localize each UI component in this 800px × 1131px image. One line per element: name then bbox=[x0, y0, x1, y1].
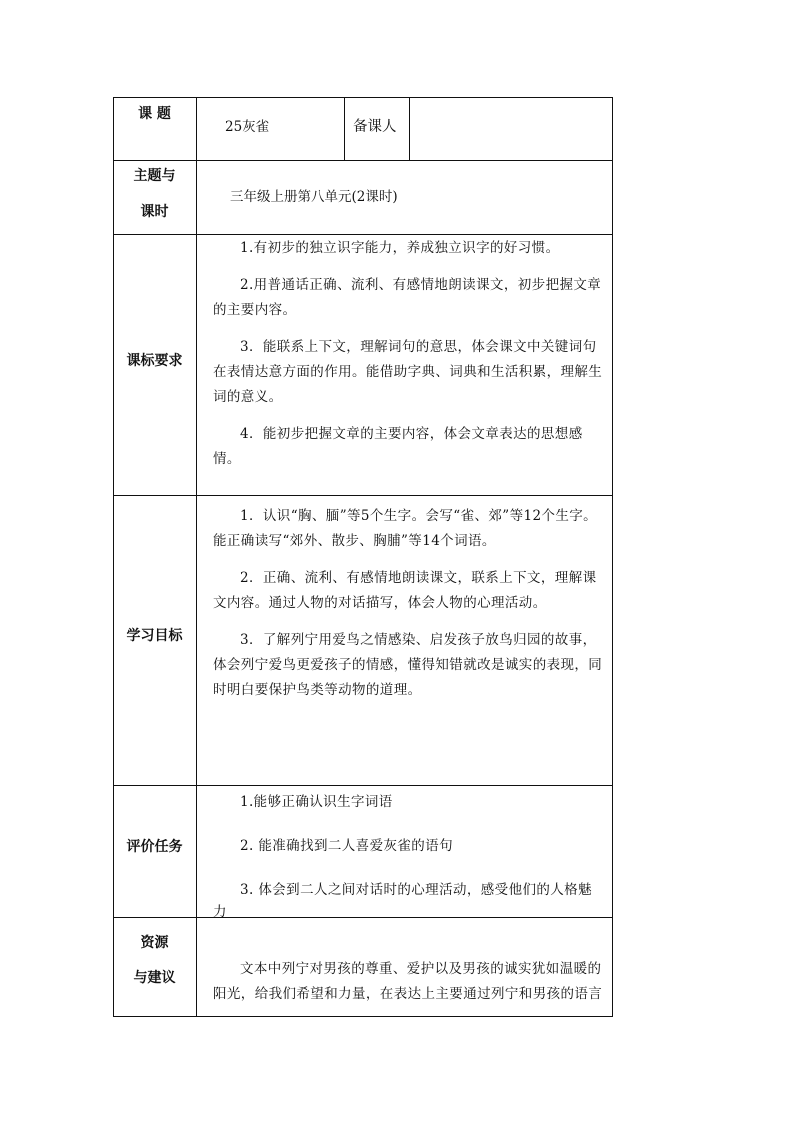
column-divider bbox=[344, 97, 345, 161]
standards-item: 4．能初步把握文章的主要内容，体会文章表达的思想感情。 bbox=[213, 426, 583, 467]
standards-content bbox=[213, 236, 605, 484]
row-divider bbox=[113, 234, 613, 235]
lesson-plan-table bbox=[113, 97, 613, 1017]
resources-content bbox=[213, 957, 605, 1007]
standards-item: 3．能联系上下文，理解词句的意思，体会课文中关键词句在表情达意方面的作用。能借助字典、词典和生活积累，理解生词的意义。 bbox=[213, 339, 603, 405]
objectives-content bbox=[213, 504, 605, 715]
objectives-item: 2．正确、流利、有感情地朗读课文，联系上下文，理解课文内容。通过人物的对话描写，体会人物的心理活动。 bbox=[213, 570, 597, 611]
evaluation-label: 评价任务 bbox=[126, 839, 183, 855]
evaluation-item: 1.能够正确认识生字词语 bbox=[240, 794, 393, 810]
preparer-label: 备课人 bbox=[353, 119, 397, 135]
row-divider bbox=[113, 785, 613, 786]
standards-item: 1.有初步的独立识字能力，养成独立识字的好习惯。 bbox=[240, 240, 560, 256]
column-divider bbox=[196, 97, 197, 1017]
resources-label-line1: 资源 bbox=[140, 935, 169, 951]
theme-value: 三年级上册第八单元(2课时) bbox=[230, 189, 398, 205]
row-divider bbox=[113, 495, 613, 496]
resources-label-line2: 与建议 bbox=[133, 970, 176, 986]
resources-text: 文本中列宁对男孩的尊重、爱护以及男孩的诚实犹如温暖的阳光，给我们希望和力量，在表达上主要通过列宁和男孩的语言 bbox=[213, 961, 603, 1002]
evaluation-item: 3. 体会到二人之间对话时的心理活动，感受他们的人格魅力 bbox=[213, 882, 592, 920]
standards-label: 课标要求 bbox=[126, 353, 183, 369]
topic-value: 25灰雀 bbox=[225, 119, 270, 135]
theme-label-line1: 主题与 bbox=[133, 168, 176, 184]
objectives-item: 1．认识“胸、腼”等5个生字。会写“雀、郊”等12个生字。能正确读写“郊外、散步、胸脯”等14个词语。 bbox=[213, 508, 598, 549]
evaluation-content bbox=[213, 791, 605, 923]
topic-label: 课 题 bbox=[138, 106, 171, 122]
standards-item: 2.用普通话正确、流利、有感情地朗读课文，初步把握文章的主要内容。 bbox=[213, 277, 602, 318]
objectives-label: 学习目标 bbox=[126, 628, 183, 644]
objectives-item: 3．了解列宁用爱鸟之情感染、启发孩子放鸟归园的故事，体会列宁爱鸟更爱孩子的情感，懂得知错就改是诚实的表现，同时明白要保护鸟类等动物的道理。 bbox=[213, 632, 603, 698]
theme-label-line2: 课时 bbox=[140, 204, 169, 220]
column-divider bbox=[409, 97, 410, 161]
evaluation-item: 2. 能准确找到二人喜爱灰雀的语句 bbox=[240, 838, 453, 854]
